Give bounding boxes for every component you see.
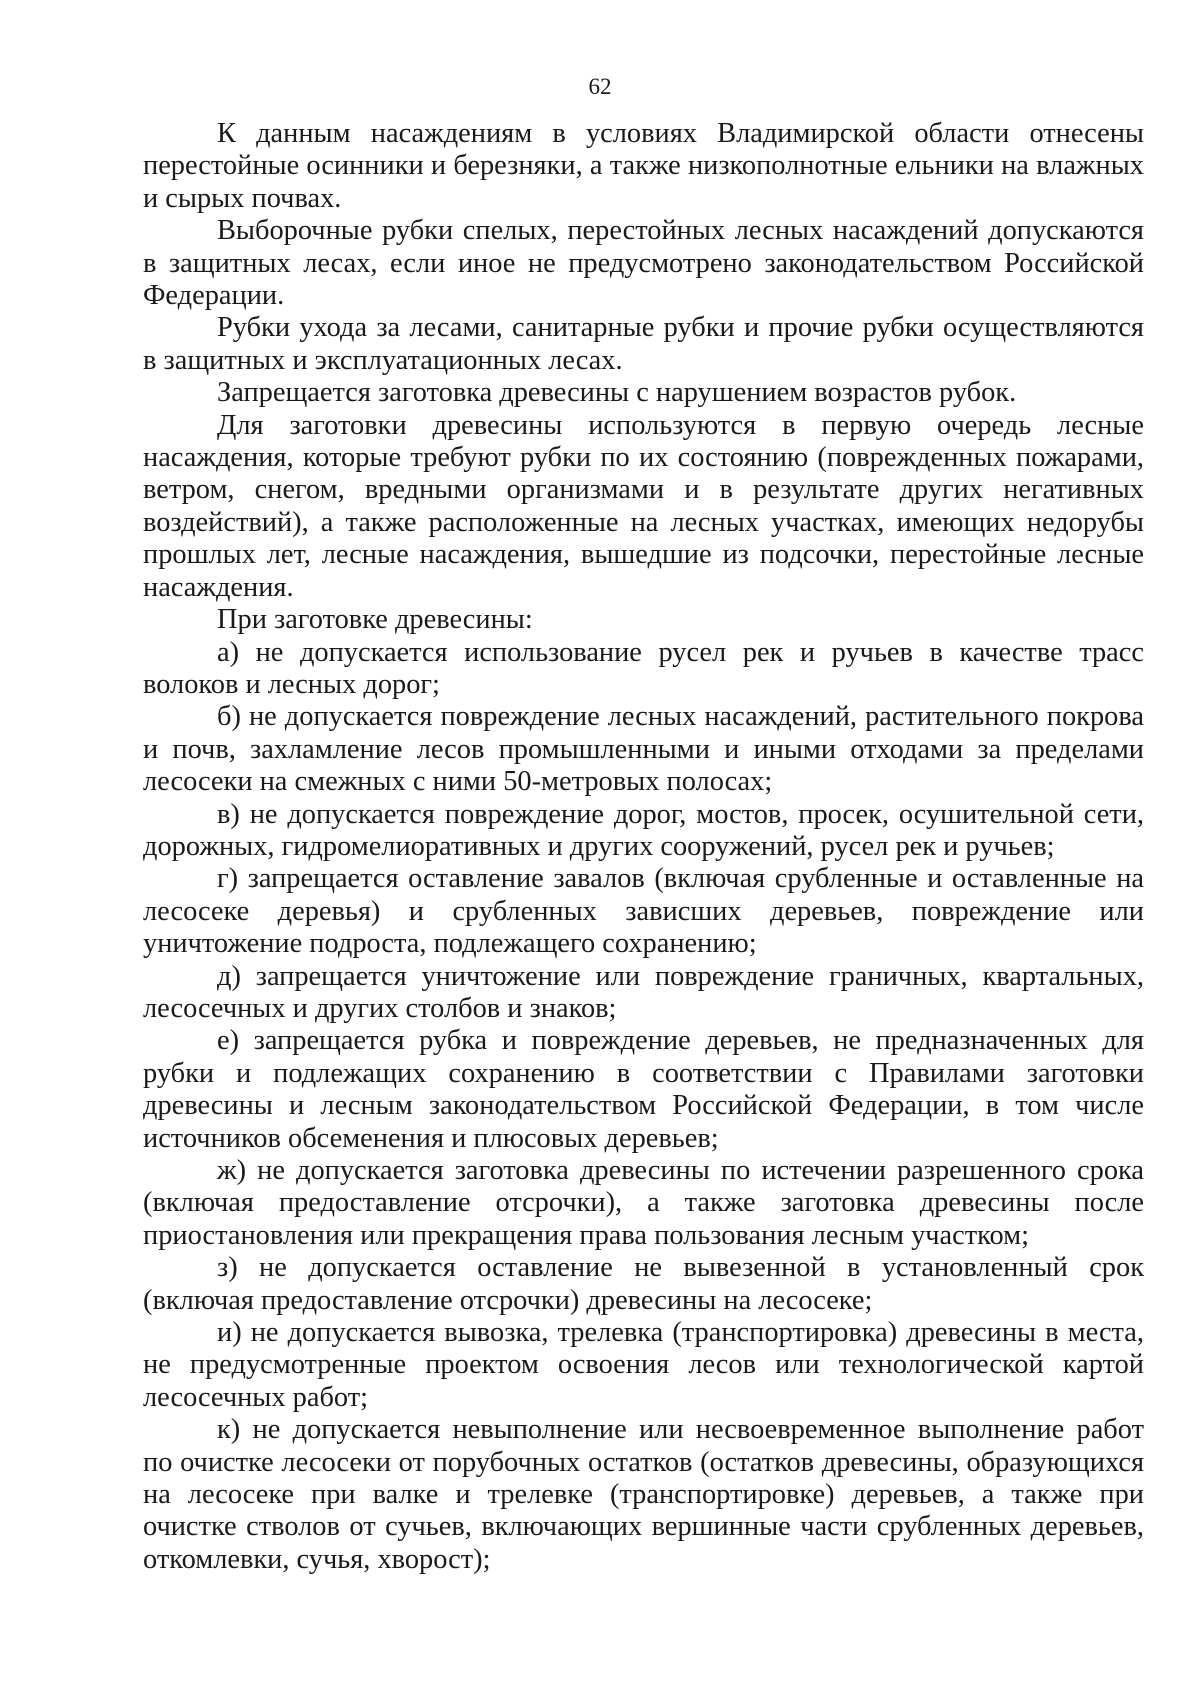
list-item-b: б) не допускается повреждение лесных насаждений, растительного покрова и почв, захламление лесов промышленными и иными отходами за пределами лесосеки на смежных с ними 50-метровых полосах; xyxy=(143,701,1144,798)
paragraph-5: Для заготовки древесины используются в первую очередь лесные насаждения, которые требуют рубки по их состоянию (поврежденных пожарами, ветром, снегом, вредными организмами и в результате других негативных воздействий), а также расположенные на лесных участках, имеющих недорубы прошлых лет, лесные насаждения, вышедшие из подсочки, перестойные лесные насаждения. xyxy=(143,409,1144,603)
list-item-k: к) не допускается невыполнение или несвоевременное выполнение работ по очистке лесосеки от порубочных остатков (остатков древесины, образующихся на лесосеке при валке и трелевке (транспортировке) деревьев, а также при очистке стволов от сучьев, включающих вершинные части срубленных деревьев, откомлевки, сучья, хворост); xyxy=(143,1414,1144,1575)
paragraph-1: К данным насаждениям в условиях Владимирской области отнесены перестойные осинники и березняки, а также низкополнотные ельники на влажных и сырых почвах. xyxy=(143,118,1144,214)
list-item-zh: ж) не допускается заготовка древесины по истечении разрешенного срока (включая предоставление отсрочки), а также заготовка древесины после приостановления или прекращения права пользования лесным участком; xyxy=(143,1155,1144,1251)
list-item-d: д) запрещается уничтожение или повреждение граничных, квартальных, лесосечных и других столбов и знаков; xyxy=(143,960,1144,1024)
paragraph-3: Рубки ухода за лесами, санитарные рубки и прочие рубки осуществляются в защитных и эксплуатационных лесах. xyxy=(143,312,1144,376)
list-item-e: е) запрещается рубка и повреждение деревьев, не предназначенных для рубки и подлежащих сохранению в соответствии с Правилами заготовки древесины и лесным законодательством Российской Федерации, в том числе источников обсеменения и плюсовых деревьев; xyxy=(143,1025,1144,1154)
list-item-z: з) не допускается оставление не вывезенной в установленный срок (включая предоставление отсрочки) древесины на лесосеке; xyxy=(143,1252,1144,1316)
paragraph-4: Запрещается заготовка древесины с нарушением возрастов рубок. xyxy=(217,377,1017,409)
paragraph-2: Выборочные рубки спелых, перестойных лесных насаждений допускаются в защитных лесах, если иное не предусмотрено законодательством Российской Федерации. xyxy=(143,215,1144,312)
document-body xyxy=(143,118,1144,1576)
page-number: 62 xyxy=(588,74,612,99)
list-item-a: а) не допускается использование русел рек и ручьев в качестве трасс волоков и лесных дорог; xyxy=(143,636,1144,700)
list-item-i: и) не допускается вывозка, трелевка (транспортировка) древесины в места, не предусмотренные проектом освоения лесов или технологической картой лесосечных работ; xyxy=(143,1317,1144,1413)
list-item-v: в) не допускается повреждение дорог, мостов, просек, осушительной сети, дорожных, гидромелиоративных и других сооружений, русел рек и ручьев; xyxy=(143,798,1144,862)
paragraph-6: При заготовке древесины: xyxy=(217,604,533,636)
list-item-g: г) запрещается оставление завалов (включая срубленные и оставленные на лесосеке деревья) и срубленных зависших деревьев, повреждение или уничтожение подроста, подлежащего сохранению; xyxy=(143,863,1144,960)
